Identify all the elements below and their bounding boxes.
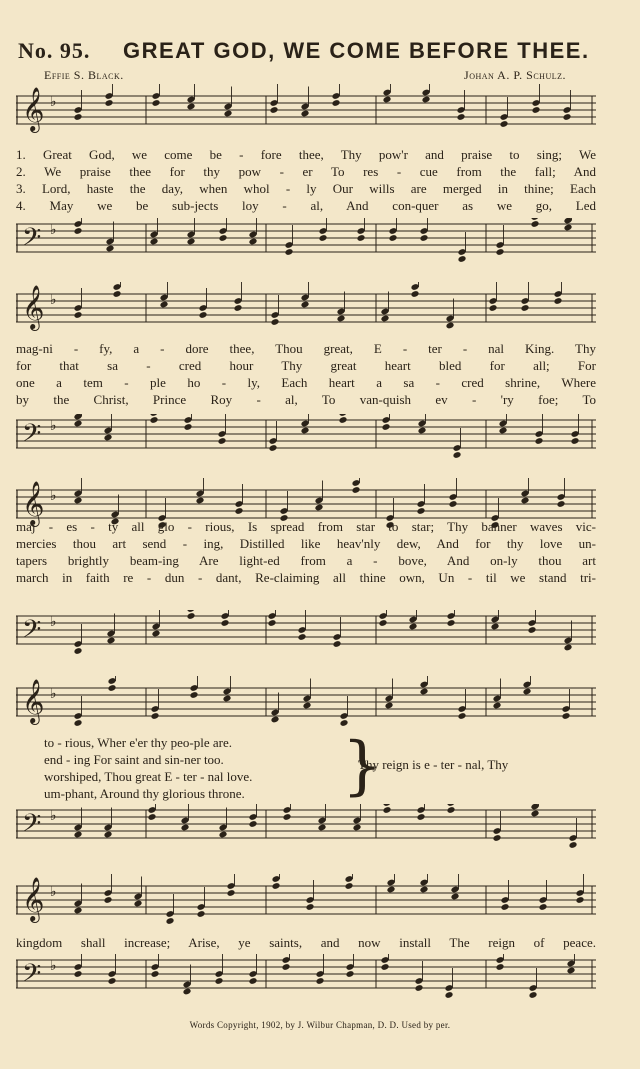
note-head	[379, 619, 388, 627]
note-head	[531, 220, 540, 228]
note-head	[382, 423, 391, 431]
note-head	[249, 977, 258, 985]
note-head	[74, 719, 83, 727]
note-head	[451, 893, 460, 901]
note-head	[160, 301, 169, 309]
note-head	[417, 507, 426, 515]
note-head	[218, 437, 227, 445]
treble-clef: 𝄞	[22, 87, 45, 131]
refrain-lyric: Thy reign is e - ter - nal, Thy	[358, 757, 509, 772]
music-system-5	[16, 874, 596, 1014]
note-head	[187, 610, 196, 613]
verse-line: worshiped, Thou great E - ter - nal love.	[44, 769, 253, 784]
note-head	[447, 804, 456, 807]
note-head	[447, 806, 456, 814]
note-head	[339, 414, 348, 417]
note-head	[74, 647, 83, 655]
note-head	[234, 304, 243, 312]
note-head	[562, 712, 571, 720]
flat-sign: ♭	[50, 417, 57, 434]
verse-lyrics-2	[16, 340, 596, 408]
note-head	[148, 813, 157, 821]
note-head	[184, 423, 193, 431]
note-head	[493, 834, 502, 842]
flat-sign: ♭	[50, 957, 57, 974]
note-head	[74, 420, 83, 428]
verse-lyrics-3	[16, 518, 596, 586]
note-head	[557, 500, 566, 508]
note-head	[315, 504, 324, 512]
note-head	[150, 414, 159, 417]
verse-lyrics-1	[16, 146, 596, 214]
verse-line: by the Christ, Prince Roy - al, To van-quish ev - 'ry foe; To	[16, 392, 596, 407]
note-head	[567, 967, 576, 975]
note-head	[301, 301, 310, 309]
note-head	[389, 234, 398, 242]
brace-symbol: }	[342, 729, 383, 803]
note-head	[107, 637, 116, 645]
verse-line: 1. Great God, we come be - fore thee, Thy pow'r and praise to sing; We	[16, 147, 596, 162]
note-head	[221, 619, 230, 627]
note-head	[332, 99, 341, 107]
note-head	[489, 304, 498, 312]
verse-line: um-phant, Around thy glorious throne.	[44, 786, 245, 801]
note-head	[219, 234, 228, 242]
note-head	[409, 623, 418, 631]
note-head	[532, 106, 541, 114]
bass-staff	[16, 414, 596, 460]
note-head	[298, 633, 307, 641]
note-head	[564, 644, 573, 652]
note-head	[529, 991, 538, 999]
treble-clef: 𝄞	[22, 877, 45, 921]
note-head	[340, 719, 349, 727]
note-head	[105, 99, 114, 107]
note-head	[339, 416, 348, 424]
composer-credit: Johan A. P. Schulz.	[464, 68, 566, 82]
note-head	[152, 99, 161, 107]
music-system-2	[16, 282, 596, 462]
bass-clef: 𝄢	[22, 223, 42, 258]
note-head	[74, 113, 83, 121]
note-head	[491, 623, 500, 631]
note-head	[215, 977, 224, 985]
note-head	[493, 702, 502, 710]
note-head	[523, 688, 532, 696]
verse-line: march in faith re - dun - dant, Re-claiming all thine own, Un - til we stand tri-	[16, 570, 596, 585]
verse-line: 2. We praise thee for thy pow - er To res - cue from the fall; And	[16, 164, 596, 179]
note-head	[445, 991, 454, 999]
verse-line: one a tem - ple ho - ly, Each heart a sa - cred shrine, Where	[16, 375, 596, 390]
note-head	[303, 702, 312, 710]
note-head	[224, 110, 233, 118]
note-head	[449, 500, 458, 508]
note-head	[496, 248, 505, 256]
note-head	[333, 640, 342, 648]
note-head	[316, 977, 325, 985]
hymn-number: No. 95.	[18, 38, 91, 63]
note-head	[496, 963, 505, 971]
note-head	[134, 900, 143, 908]
note-head	[571, 437, 580, 445]
note-head	[345, 882, 354, 890]
verse-line: mag-ni - fy, a - dore thee, Thou great, E - ter - nal King. Thy	[16, 341, 596, 356]
note-head	[227, 889, 236, 897]
note-head	[346, 970, 355, 978]
note-head	[535, 437, 544, 445]
note-head	[528, 626, 537, 634]
treble-staff	[16, 676, 596, 732]
note-head	[104, 434, 113, 442]
note-head	[387, 886, 396, 894]
note-head	[352, 486, 361, 494]
treble-staff	[16, 84, 596, 140]
bass-staff	[16, 218, 596, 264]
treble-clef: 𝄞	[22, 481, 45, 525]
note-head	[113, 290, 122, 298]
note-head	[411, 290, 420, 298]
note-head	[385, 702, 394, 710]
flat-sign: ♭	[50, 93, 57, 110]
note-head	[381, 315, 390, 323]
note-head	[499, 427, 508, 435]
note-head	[272, 882, 281, 890]
music-system-3	[16, 478, 596, 658]
flat-sign: ♭	[50, 883, 57, 900]
note-head	[353, 824, 362, 832]
bass-clef: 𝄢	[22, 959, 42, 994]
note-head	[531, 218, 540, 221]
note-head	[196, 497, 205, 505]
note-head	[357, 234, 366, 242]
note-head	[539, 903, 548, 911]
note-head	[271, 716, 280, 724]
verse-line: maj - es - ty all glo - rious, Is spread from star to star; Thy banner waves vic-	[16, 519, 596, 534]
note-head	[283, 813, 292, 821]
note-head	[521, 497, 530, 505]
note-head	[74, 227, 83, 235]
verse-line: mercies thou art send - ing, Distilled like heav'nly dew, And for thy love un-	[16, 536, 596, 551]
note-head	[183, 988, 192, 996]
note-head	[197, 910, 206, 918]
note-head	[319, 234, 328, 242]
note-head	[74, 970, 83, 978]
bass-clef: 𝄢	[22, 615, 42, 650]
note-head	[106, 245, 115, 253]
copyright-footer: Words Copyright, 1902, by J. Wilbur Chapman, D. D. Used by per.	[189, 1020, 451, 1030]
verse-line: for that sa - cred hour Thy great heart bled for all; For	[16, 358, 596, 373]
note-head	[74, 831, 83, 839]
bass-clef: 𝄢	[22, 809, 42, 844]
note-head	[166, 917, 175, 925]
note-head	[521, 304, 530, 312]
note-head	[181, 824, 190, 832]
note-head	[563, 113, 572, 121]
verse-line: to - rious, Wher e'er thy peo-ple are.	[44, 735, 232, 750]
note-head	[420, 234, 429, 242]
note-head	[415, 984, 424, 992]
treble-staff	[16, 282, 596, 338]
note-head	[446, 322, 455, 330]
note-head	[383, 806, 392, 814]
verse-line: 3. Lord, haste the day, when whol - ly Our wills are merged in thine; Each	[16, 181, 596, 196]
note-head	[199, 311, 208, 319]
note-head	[420, 688, 429, 696]
note-head	[318, 824, 327, 832]
note-head	[74, 311, 83, 319]
note-head	[268, 619, 277, 627]
note-head	[576, 896, 585, 904]
note-head	[270, 106, 279, 114]
note-head	[569, 841, 578, 849]
treble-staff	[16, 874, 596, 930]
bass-staff	[16, 804, 596, 850]
lyricist-credit: Effie S. Black.	[44, 68, 124, 82]
note-head	[420, 886, 429, 894]
note-head	[187, 612, 196, 620]
note-head	[219, 831, 228, 839]
note-head	[531, 810, 540, 818]
note-head	[269, 444, 278, 452]
note-head	[74, 497, 83, 505]
note-head	[418, 427, 427, 435]
note-head	[74, 907, 83, 915]
note-head	[104, 831, 113, 839]
note-head	[301, 427, 310, 435]
hymn-header	[18, 38, 622, 68]
bass-clef: 𝄢	[22, 419, 42, 454]
note-head	[447, 619, 456, 627]
flat-sign: ♭	[50, 291, 57, 308]
verse-line: 4. May we be sub-jects loy - al, And con-quer as we go, Led	[16, 198, 596, 213]
note-head	[151, 712, 160, 720]
note-head	[150, 238, 159, 246]
note-head	[282, 963, 291, 971]
note-head	[108, 977, 117, 985]
note-head	[458, 712, 467, 720]
flat-sign: ♭	[50, 613, 57, 630]
verse-line: tapers brightly beam-ing Are light-ed from a - bove, And on-ly thou art	[16, 553, 596, 568]
flat-sign: ♭	[50, 221, 57, 238]
note-head	[453, 451, 462, 459]
flat-sign: ♭	[50, 807, 57, 824]
note-head	[151, 970, 160, 978]
note-head	[564, 224, 573, 232]
note-head	[150, 416, 159, 424]
note-head	[235, 507, 244, 515]
note-head	[457, 113, 466, 121]
note-head	[383, 96, 392, 104]
note-head	[223, 695, 232, 703]
note-head	[306, 903, 315, 911]
verse-line: end - ing For saint and sin-ner too.	[44, 752, 224, 767]
treble-clef: 𝄞	[22, 285, 45, 329]
bass-staff	[16, 610, 596, 656]
treble-clef: 𝄞	[22, 679, 45, 723]
note-head	[383, 804, 392, 807]
music-system-4	[16, 676, 596, 856]
flat-sign: ♭	[50, 487, 57, 504]
note-head	[301, 110, 310, 118]
note-head	[337, 315, 346, 323]
note-head	[381, 963, 390, 971]
verse-line: kingdom shall increase; Arise, ye saints, and now install The reign of peace.	[16, 935, 596, 950]
note-head	[554, 297, 563, 305]
flat-sign: ♭	[50, 685, 57, 702]
note-head	[501, 903, 510, 911]
note-head	[422, 96, 431, 104]
note-head	[417, 813, 426, 821]
note-head	[249, 820, 258, 828]
note-head	[187, 238, 196, 246]
note-head	[108, 684, 117, 692]
note-head	[500, 120, 509, 128]
bass-staff	[16, 954, 596, 1000]
note-head	[152, 630, 161, 638]
note-head	[458, 255, 467, 263]
verse-lyrics-5	[16, 934, 596, 951]
note-head	[190, 691, 199, 699]
hymn-title: GREAT GOD, WE COME BEFORE THEE.	[123, 38, 590, 63]
note-head	[187, 103, 196, 111]
music-system-1	[16, 84, 596, 264]
note-head	[285, 248, 294, 256]
note-head	[271, 318, 280, 326]
note-head	[104, 896, 113, 904]
note-head	[249, 238, 258, 246]
